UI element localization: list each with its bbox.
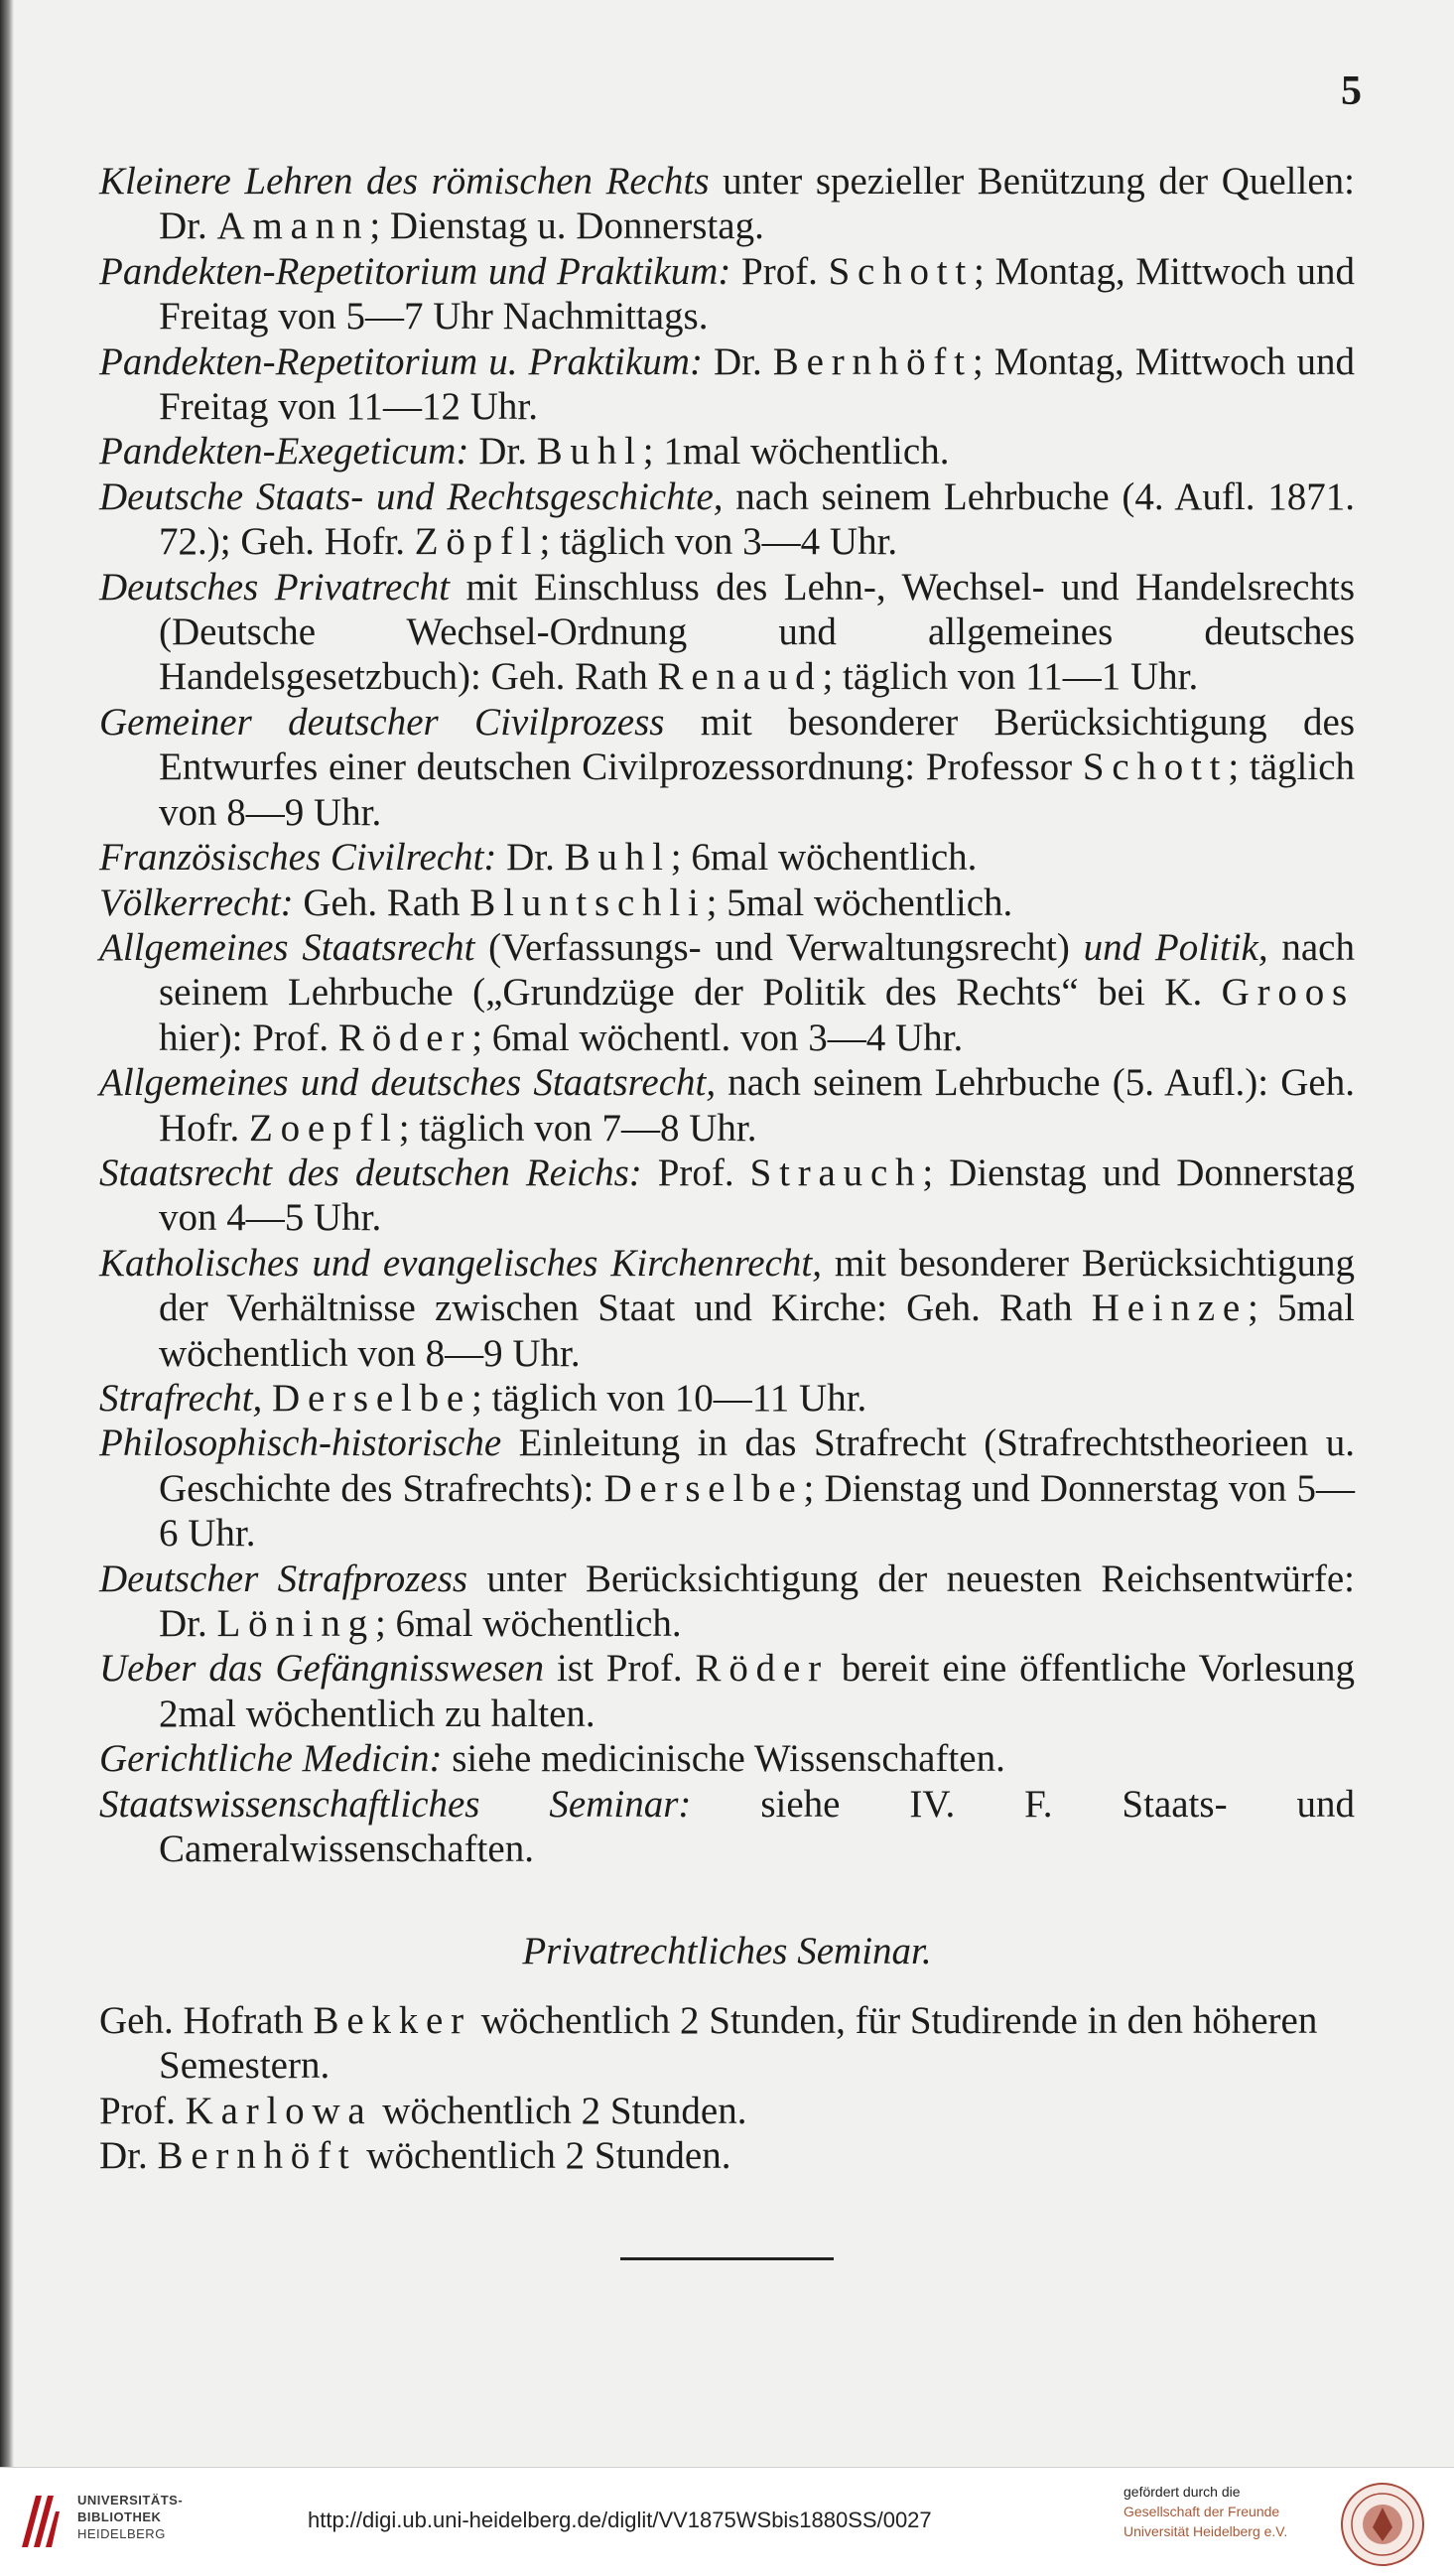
course-entry (99, 700, 1355, 835)
course-title: Pandekten-Repetitorium und Praktikum: (99, 249, 731, 293)
footer-bar (0, 2467, 1454, 2576)
course-title: Deutsches Privatrecht (99, 565, 450, 609)
course-title: Philosophisch-historische (99, 1422, 502, 1465)
course-title-continued: und Politik, (1083, 925, 1268, 969)
course-schedule: ; 6mal wöchentlich. (374, 1602, 682, 1645)
lecturer-name: Bernhöft (772, 339, 973, 383)
lecturer-name: Bekker (313, 1998, 471, 2042)
course-details: unter Berücksichtigung der neuesten Reichsentwürfe: Dr. (159, 1557, 1355, 1645)
sponsor-org-line: Universität Heidelberg e.V. (1124, 2523, 1288, 2539)
lecturer-name: Derselbe (272, 1376, 472, 1420)
course-details: hier): Prof. (159, 1016, 338, 1059)
course-schedule: ; 5mal wöchentlich. (706, 881, 1013, 924)
lecturer-name: Amann (216, 204, 370, 248)
course-entry (99, 1782, 1355, 1872)
lecturer-name: Derselbe (603, 1466, 804, 1510)
library-name-line: HEIDELBERG (77, 2526, 166, 2541)
lecturer-name: Zoepfl (249, 1106, 399, 1150)
sponsor-org-line: Gesellschaft der Freunde (1124, 2504, 1280, 2519)
course-details: mit besonderer Berücksichtigung des Entwurfes einer deutschen Civilprozessordnung: Professor (159, 700, 1355, 789)
course-schedule: ; 5mal wöchentlich von 8—9 Uhr. (159, 1287, 1355, 1375)
course-entry (99, 1376, 1355, 1421)
seminar-person (99, 2133, 1355, 2178)
course-details: Prof. (730, 249, 829, 293)
library-name (77, 2492, 183, 2542)
course-title: Gemeiner deutscher Civilprozess (99, 700, 665, 744)
course-entry (99, 1241, 1355, 1376)
course-details: mit Einschluss des Lehn-, Wechsel- und Handelsrechts (Deutsche Wechsel-Ordnung und allgemeines deutsches Handelsgesetzbuch): Geh. Rath (159, 565, 1355, 699)
course-details: siehe medicinische Wissenschaften. (442, 1737, 1005, 1781)
lecturer-name: Schott (1082, 746, 1229, 789)
lecturer-name: Löning (216, 1602, 375, 1645)
lecturer-name: Bluntschli (469, 881, 707, 924)
course-entry (99, 475, 1355, 565)
course-entry (99, 249, 1355, 339)
course-listing (99, 159, 1355, 2260)
course-entry (99, 1151, 1355, 1241)
seminar-person (99, 1998, 1355, 2089)
lecturer-name: Buhl (564, 836, 671, 880)
course-entry (99, 1060, 1355, 1151)
course-title: Allgemeines Staatsrecht (99, 925, 475, 969)
person-title: Prof. (99, 2089, 186, 2132)
course-entry (99, 881, 1355, 925)
course-details: siehe IV. F. Staats- und Cameralwissenschaften. (159, 1782, 1355, 1871)
course-title: Deutsche Staats- und Rechtsgeschichte, (99, 475, 724, 518)
course-title: Gerichtliche Medicin: (99, 1737, 443, 1781)
course-entry (99, 339, 1355, 430)
course-details: Geh. Rath (293, 881, 470, 924)
course-title: Pandekten-Repetitorium u. Praktikum: (99, 339, 703, 383)
person-title: Dr. (99, 2134, 158, 2178)
course-details (262, 1377, 272, 1420)
lecturer-name: Röder (695, 1647, 829, 1691)
course-details: nach seinem Lehrbuche („Grundzüge der Politik des Rechts“ bei K. (159, 925, 1355, 1015)
course-entry (99, 565, 1355, 700)
course-schedule: ; Dienstag u. Donnerstag. (369, 204, 764, 248)
course-schedule: ; Montag, Mittwoch und Freitag von 11—12 Uhr. (159, 339, 1355, 429)
course-schedule: ; 6mal wöchentl. von 3—4 Uhr. (471, 1016, 964, 1059)
library-name-line: UNIVERSITÄTS- (77, 2493, 184, 2508)
publisher-name: Groos (1221, 971, 1355, 1015)
person-details: wöchentlich 2 Stunden. (356, 2134, 731, 2178)
course-title: Kleinere Lehren des römischen Rechts (99, 160, 710, 203)
lecturer-name: Zöpfl (414, 520, 540, 564)
course-details: (Verfassungs- und Verwaltungsrecht) (474, 925, 1084, 969)
course-schedule: ; täglich von 10—11 Uhr. (471, 1376, 867, 1420)
lecturer-name: Bernhöft (157, 2134, 357, 2178)
entry-list (99, 159, 1355, 1871)
person-title: Geh. Hofrath (99, 1998, 314, 2042)
lecturer-name: Renaud (657, 655, 823, 699)
course-schedule: ; 6mal wöchentlich. (670, 836, 978, 880)
course-title: Ueber das Gefängnisswesen (99, 1647, 545, 1691)
course-title: Staatswissenschaftliches Seminar: (99, 1782, 692, 1826)
university-library-logo-icon (18, 2488, 62, 2555)
course-entry (99, 429, 1355, 474)
course-entry (99, 1557, 1355, 1647)
seminar-person (99, 2089, 1355, 2133)
course-schedule: ; täglich von 7—8 Uhr. (398, 1106, 757, 1150)
lecturer-name: Röder (337, 1016, 472, 1059)
course-schedule: ; täglich von 11—1 Uhr. (822, 655, 1199, 699)
course-schedule: ; täglich von 3—4 Uhr. (539, 520, 898, 564)
course-entry (99, 1736, 1355, 1781)
sponsor-credit (1124, 2482, 1287, 2541)
course-title: Französisches Civilrecht: (99, 836, 497, 880)
course-title: Deutscher Strafprozess (99, 1557, 468, 1600)
course-schedule: ; Montag, Mittwoch und Freitag von 5—7 Uhr Nachmittags. (159, 249, 1355, 339)
university-seal-icon (1340, 2482, 1425, 2567)
course-title: Staatsrecht des deutschen Reichs: (99, 1151, 642, 1194)
page-number: 5 (1341, 68, 1362, 114)
course-entry (99, 835, 1355, 880)
person-details: wöchentlich 2 Stunden. (372, 2089, 747, 2132)
lecturer-name: Buhl (536, 430, 643, 474)
person-details: wöchentlich 2 Stunden, für Studirende in den höheren Semestern. (159, 1998, 1318, 2088)
lecturer-name: Strauch (749, 1151, 923, 1194)
course-entry (99, 1421, 1355, 1556)
lecturer-name: Heinze (1091, 1287, 1249, 1330)
course-details: Prof. (641, 1151, 750, 1194)
course-schedule: bereit eine öffentliche Vorlesung 2mal wöchentlich zu halten. (159, 1647, 1356, 1735)
course-title: Allgemeines und deutsches Staatsrecht, (99, 1061, 717, 1105)
course-entry (99, 159, 1355, 249)
course-details: Dr. (468, 430, 537, 474)
course-details: Dr. (702, 339, 773, 383)
course-details: nach seinem Lehrbuche (4. Aufl. 1871. 72.); Geh. Hofr. (159, 475, 1355, 564)
seminar-people (99, 1998, 1355, 2179)
library-name-line: BIBLIOTHEK (77, 2509, 162, 2524)
course-details: ist Prof. (544, 1647, 696, 1691)
course-entry (99, 925, 1355, 1060)
lecturer-name: Schott (828, 249, 975, 293)
course-details: Dr. (496, 836, 565, 880)
course-schedule: ; Dienstag und Donnerstag von 4—5 Uhr. (159, 1151, 1355, 1240)
course-entry (99, 1646, 1355, 1736)
permalink-url[interactable]: http://digi.ub.uni-heidelberg.de/diglit/VV1875WSbis1880SS/0027 (308, 2508, 932, 2532)
lecturer-name: Karlowa (185, 2089, 373, 2132)
course-details: nach seinem Lehrbuche (5. Aufl.): Geh. Hofr. (159, 1061, 1355, 1150)
course-title: Völkerrecht: (99, 881, 294, 924)
course-details: mit besonderer Berücksichtigung der Verhältnisse zwischen Staat und Kirche: Geh. Rath (159, 1241, 1355, 1330)
page-binding-shadow (0, 0, 14, 2467)
course-details: unter spezieller Benützung der Quellen: Dr. (159, 160, 1355, 248)
course-title: Katholisches und evangelisches Kirchenrecht, (99, 1241, 822, 1285)
closing-rule (620, 2257, 834, 2260)
course-details: Einleitung in das Strafrecht (Strafrechtstheorieen u. Geschichte des Strafrechts): (159, 1422, 1355, 1510)
seminar-title: Privatrechtliches Seminar. (522, 1930, 932, 1973)
course-schedule: ; täglich von 8—9 Uhr. (159, 746, 1355, 834)
sponsor-label: gefördert durch die (1124, 2484, 1241, 2500)
course-title: Pandekten-Exegeticum: (99, 430, 469, 474)
course-schedule: ; 1mal wöchentlich. (642, 430, 950, 474)
course-schedule: ; Dienstag und Donnerstag von 5—6 Uhr. (159, 1466, 1355, 1556)
course-title: Strafrecht, (99, 1376, 263, 1420)
